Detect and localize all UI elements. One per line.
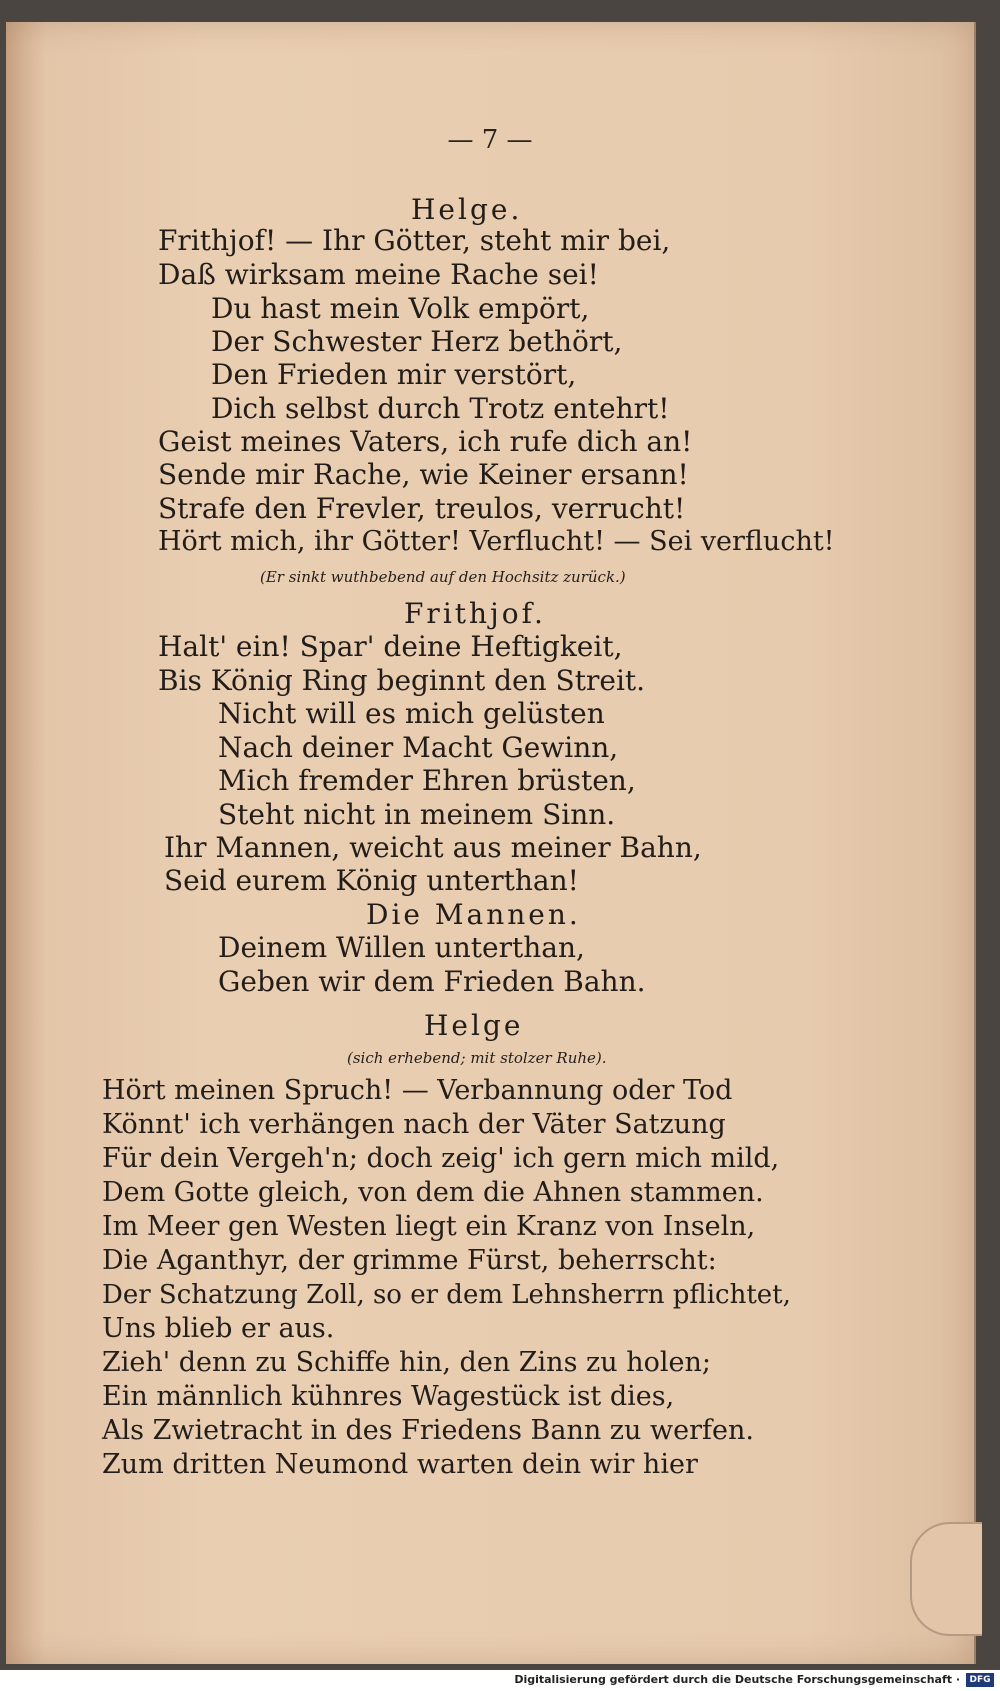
verse-line: Könnt' ich verhängen nach der Väter Satzung (102, 1109, 726, 1140)
verse-line: Mich fremder Ehren brüsten, (218, 764, 636, 797)
verse-line: Hört meinen Spruch! — Verbannung oder Tod (102, 1075, 733, 1106)
book-page (6, 22, 976, 1664)
verse-line: Zum dritten Neumond warten dein wir hier (102, 1449, 698, 1480)
verse-line: Strafe den Frevler, treulos, verrucht! (158, 492, 686, 525)
verse-line: Zieh' denn zu Schiffe hin, den Zins zu holen; (102, 1347, 711, 1378)
verse-line: Die Aganthyr, der grimme Fürst, beherrscht: (102, 1245, 717, 1276)
verse-line: Du hast mein Volk empört, (211, 292, 590, 325)
verse-line: Sende mir Rache, wie Keiner ersann! (158, 458, 689, 491)
speaker-die-mannen: Die Mannen. (366, 898, 581, 931)
verse-line: Nach deiner Macht Gewinn, (218, 731, 619, 764)
verse-line: Frithjof! — Ihr Götter, steht mir bei, (158, 224, 671, 257)
verse-line: Dich selbst durch Trotz entehrt! (211, 392, 670, 425)
verse-line: Der Schatzung Zoll, so er dem Lehnsherrn pflichtet, (102, 1280, 791, 1310)
digitization-footer (0, 1670, 1000, 1691)
verse-line: Als Zwietracht in des Friedens Bann zu werfen. (102, 1415, 754, 1446)
verse-line: Uns blieb er aus. (102, 1313, 335, 1344)
speaker-frithjof: Frithjof. (404, 597, 546, 630)
verse-line: Für dein Vergeh'n; doch zeig' ich gern mich mild, (102, 1143, 780, 1174)
speaker-helge: Helge (424, 1009, 524, 1042)
verse-line: Daß wirksam meine Rache sei! (158, 258, 599, 291)
verse-line: Steht nicht in meinem Sinn. (218, 798, 616, 831)
verse-line: Ein männlich kühnres Wagestück ist dies, (102, 1381, 675, 1412)
verse-line: Geben wir dem Frieden Bahn. (218, 965, 646, 998)
page-tab-curl (910, 1522, 982, 1636)
verse-line: Deinem Willen unterthan, (218, 931, 585, 964)
verse-line: Hört mich, ihr Götter! Verflucht! — Sei verflucht! (158, 526, 835, 557)
verse-line: Der Schwester Herz bethört, (211, 325, 623, 358)
stage-direction: (sich erhebend; mit stolzer Ruhe). (347, 1049, 607, 1067)
verse-line: Dem Gotte gleich, von dem die Ahnen stammen. (102, 1177, 764, 1208)
footer-credit: Digitalisierung gefördert durch die Deutsche Forschungsgemeinschaft · (514, 1673, 960, 1686)
verse-line: Geist meines Vaters, ich rufe dich an! (158, 425, 693, 458)
speaker-helge: Helge. (411, 193, 523, 226)
verse-line: Nicht will es mich gelüsten (218, 697, 605, 730)
page-number: — 7 — (447, 125, 533, 155)
verse-line: Ihr Mannen, weicht aus meiner Bahn, (164, 831, 702, 864)
verse-line: Halt' ein! Spar' deine Heftigkeit, (158, 630, 623, 663)
dfg-logo-icon: DFG (966, 1673, 994, 1687)
verse-line: Bis König Ring beginnt den Streit. (158, 664, 646, 697)
verse-line: Seid eurem König unterthan! (164, 864, 579, 897)
verse-line: Im Meer gen Westen liegt ein Kranz von Inseln, (102, 1211, 756, 1242)
verse-line: Den Frieden mir verstört, (211, 358, 577, 391)
stage-direction: (Er sinkt wuthbebend auf den Hochsitz zurück.) (260, 568, 626, 586)
